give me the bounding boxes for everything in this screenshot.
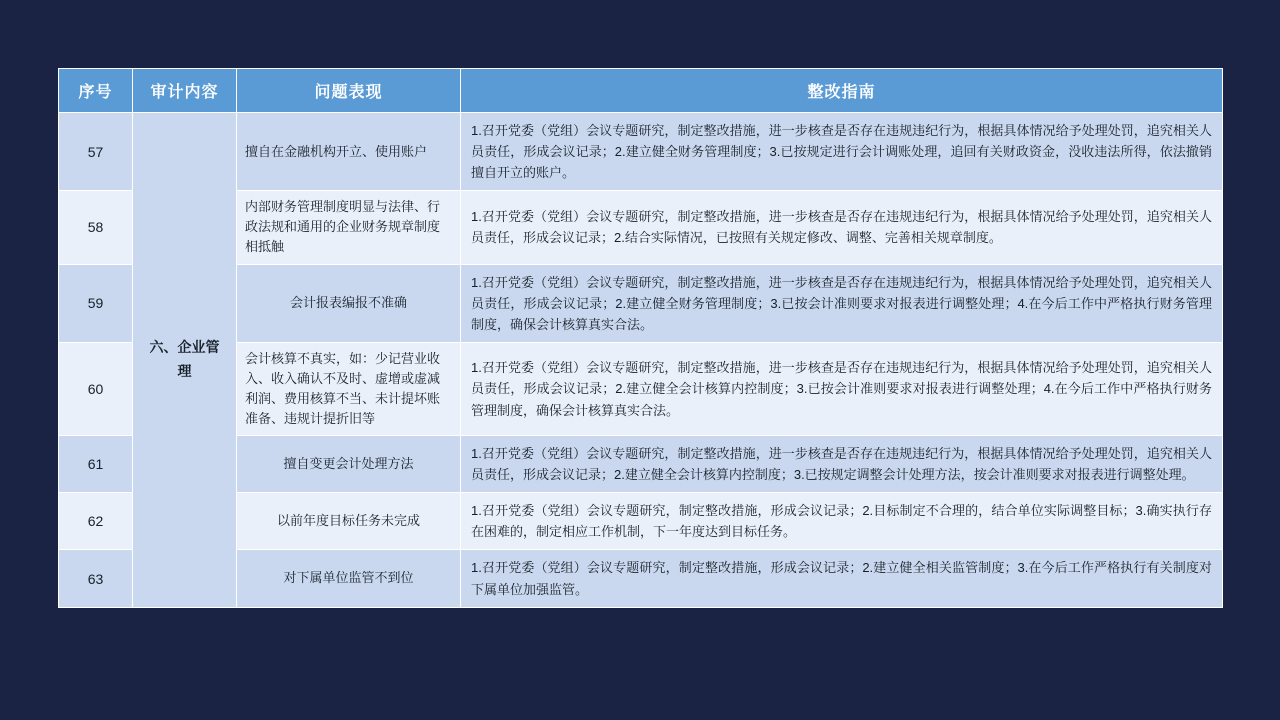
col-header-no: 序号: [59, 69, 133, 113]
row-guide: 1.召开党委（党组）会议专题研究，制定整改措施，进一步核查是否存在违规违纪行为，根据具体情况给予处理处罚，追究相关人员责任，形成会议记录；2.结合实际情况，已按照有关规定修改、调整、完善相关规章制度。: [461, 191, 1223, 264]
audit-category-cell: 六、企业管理: [133, 113, 237, 608]
row-number: 62: [59, 493, 133, 550]
col-header-issue: 问题表现: [237, 69, 461, 113]
col-header-guide: 整改指南: [461, 69, 1223, 113]
row-guide: 1.召开党委（党组）会议专题研究，制定整改措施，形成会议记录；2.建立健全相关监管制度；3.在今后工作严格执行有关制度对下属单位加强监管。: [461, 550, 1223, 607]
row-number: 58: [59, 191, 133, 264]
row-number: 57: [59, 113, 133, 191]
audit-table: [58, 68, 1223, 608]
header-row: [59, 69, 1223, 113]
row-guide: 1.召开党委（党组）会议专题研究，制定整改措施，进一步核查是否存在违规违纪行为，根据具体情况给予处理处罚，追究相关人员责任，形成会议记录；2.建立健全财务管理制度；3.已按会计准则要求对报表进行调整处理；4.在今后工作中严格执行财务管理制度，确保会计核算真实合法。: [461, 264, 1223, 342]
row-number: 61: [59, 436, 133, 493]
row-issue: 擅自变更会计处理方法: [237, 436, 461, 493]
row-issue: 会计报表编报不准确: [237, 264, 461, 342]
row-number: 63: [59, 550, 133, 607]
table-row: [59, 113, 1223, 191]
table-body: [59, 113, 1223, 608]
row-guide: 1.召开党委（党组）会议专题研究，制定整改措施，进一步核查是否存在违规违纪行为，根据具体情况给予处理处罚，追究相关人员责任，形成会议记录；2.建立健全会计核算内控制度；3.已按会计准则要求对报表进行调整处理；4.在今后工作中严格执行财务管理制度，确保会计核算真实合法。: [461, 342, 1223, 436]
row-guide: 1.召开党委（党组）会议专题研究，制定整改措施，进一步核查是否存在违规违纪行为，根据具体情况给予处理处罚，追究相关人员责任，形成会议记录；2.建立健全财务管理制度；3.已按规定进行会计调账处理，追回有关财政资金，没收违法所得，依法撤销擅自开立的账户。: [461, 113, 1223, 191]
audit-table-container: [58, 68, 1222, 608]
table-header: [59, 69, 1223, 113]
row-issue: 对下属单位监管不到位: [237, 550, 461, 607]
row-guide: 1.召开党委（党组）会议专题研究，制定整改措施，进一步核查是否存在违规违纪行为，根据具体情况给予处理处罚，追究相关人员责任，形成会议记录；2.建立健全会计核算内控制度；3.已按规定调整会计处理方法，按会计准则要求对报表进行调整处理。: [461, 436, 1223, 493]
row-guide: 1.召开党委（党组）会议专题研究，制定整改措施，形成会议记录；2.目标制定不合理的，结合单位实际调整目标；3.确实执行存在困难的，制定相应工作机制，下一年度达到目标任务。: [461, 493, 1223, 550]
row-issue: 以前年度目标任务未完成: [237, 493, 461, 550]
row-issue: 擅自在金融机构开立、使用账户: [237, 113, 461, 191]
row-number: 59: [59, 264, 133, 342]
row-number: 60: [59, 342, 133, 436]
row-issue: 内部财务管理制度明显与法律、行政法规和通用的企业财务规章制度相抵触: [237, 191, 461, 264]
row-issue: 会计核算不真实，如：少记营业收入、收入确认不及时、虚增或虚减利润、费用核算不当、未计提坏账准备、违规计提折旧等: [237, 342, 461, 436]
col-header-audit-content: 审计内容: [133, 69, 237, 113]
